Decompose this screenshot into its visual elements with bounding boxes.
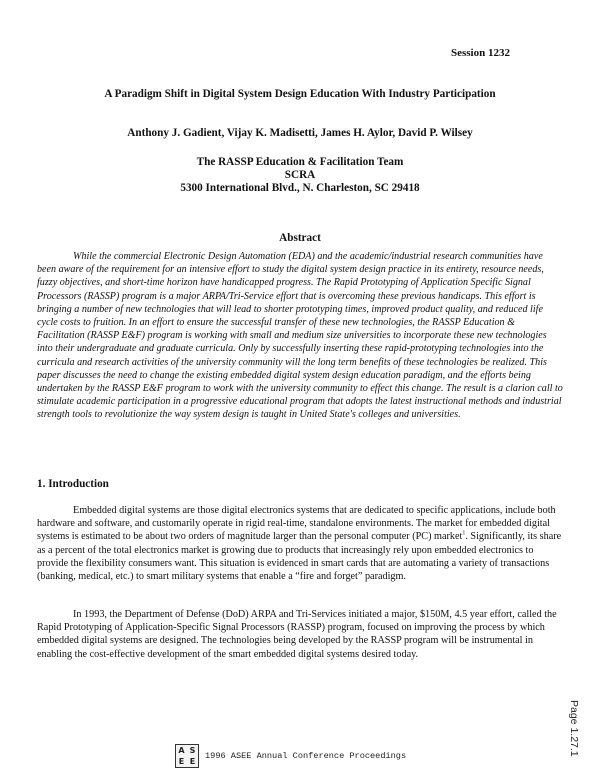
- asee-logo: [175, 744, 199, 768]
- author-list: Anthony J. Gadient, Vijay K. Madisetti, James H. Aylor, David P. Wilsey: [127, 127, 473, 139]
- affiliation-team: The RASSP Education & Facilitation Team: [196, 156, 404, 168]
- logo-letter: E: [189, 757, 196, 766]
- affiliation-address: 5300 International Blvd., N. Charleston, SC 29418: [180, 182, 420, 194]
- affiliation-block: [0, 156, 600, 195]
- abstract-body: While the commercial Electronic Design Automation (EDA) and the academic/industrial research communities have been aware of the requirement for an intensive effort to study the digital system design practice in its entirety, resource needs, fuzzy objectives, and short-time horizon have handicapped progress. The Rapid Prototyping of Application Specific Signal Processors (RASSP) program is a major ARPA/Tri-Service effort that is overcoming these previous handicaps. This effort is bringing a number of new technologies that will lead to shorter prototyping times, improved product quality, and reduced life cycle costs to fruition. In an effort to ensure the successful transfer of these new technologies, the RASSP Education & Facilitation (RASSP E&F) program is working with small and medium size universities to incorporate these new technologies into their undergraduate and graduate curricula. Only by successfully inserting these rapid-prototyping technologies into the curricula and research activities of the university community will the long term benefits of these technologies be realized. This paper discusses the need to change the existing embedded digital system design education paradigm, and the efforts being undertaken by the RASSP E&F program to work with the university community to effect this change. The result is a clarion call to stimulate academic participation in a progressive educational program that adopts the latest instructional methods and industrial strength tools to revolutionize the way system design is taught in United State's colleges and universities.: [37, 251, 563, 421]
- intro-paragraph-2: In 1993, the Department of Defense (DoD) ARPA and Tri-Services initiated a major, $150M, 4.5 year effort, called the Rapid Prototyping of Application-Specific Signal Processors (RASSP) program, focused on improving the process by which embedded digital systems are designed. The technologies being developed by the RASSP program will be instrumental in enabling the cost-effective development of the smart embedded digital systems desired today.: [37, 609, 557, 660]
- intro-paragraph-1-text-cont: . Significantly, its share as a percent of the total electronics market is growing due to products that increasingly rely upon embedded electronics to provide the flexibility consumers want. This situation is evidenced in smart cards that are automating a variety of transactions (banking, medical, etc.) to smart military systems that enable a “fire and forget” paradigm.: [37, 531, 562, 583]
- footer: [175, 744, 406, 768]
- intro-paragraph-1-text: Embedded digital systems are those digital electronics systems that are dedicated to specific applications, include both hardware and software, and customarily operate in rigid real-time, standalone environments. The market for embedded digital systems is estimated to be about two orders of magnitude larger than the personal computer (PC) market: [37, 505, 556, 543]
- session-number: Session 1232: [451, 47, 510, 59]
- intro-paragraph-1: [37, 504, 563, 583]
- section-heading-introduction: 1. Introduction: [37, 478, 109, 490]
- logo-letter: E: [178, 757, 185, 766]
- page-number: Page 1.27.1: [568, 700, 580, 757]
- logo-letter: A: [178, 746, 185, 755]
- abstract-heading: Abstract: [279, 232, 321, 244]
- footer-proceedings-text: 1996 ASEE Annual Conference Proceedings: [205, 751, 407, 761]
- affiliation-org: SCRA: [284, 169, 316, 181]
- footnote-ref: 1: [462, 531, 466, 538]
- logo-letter: S: [189, 746, 196, 755]
- paper-title: A Paradigm Shift in Digital System Design Education With Industry Participation: [104, 88, 496, 100]
